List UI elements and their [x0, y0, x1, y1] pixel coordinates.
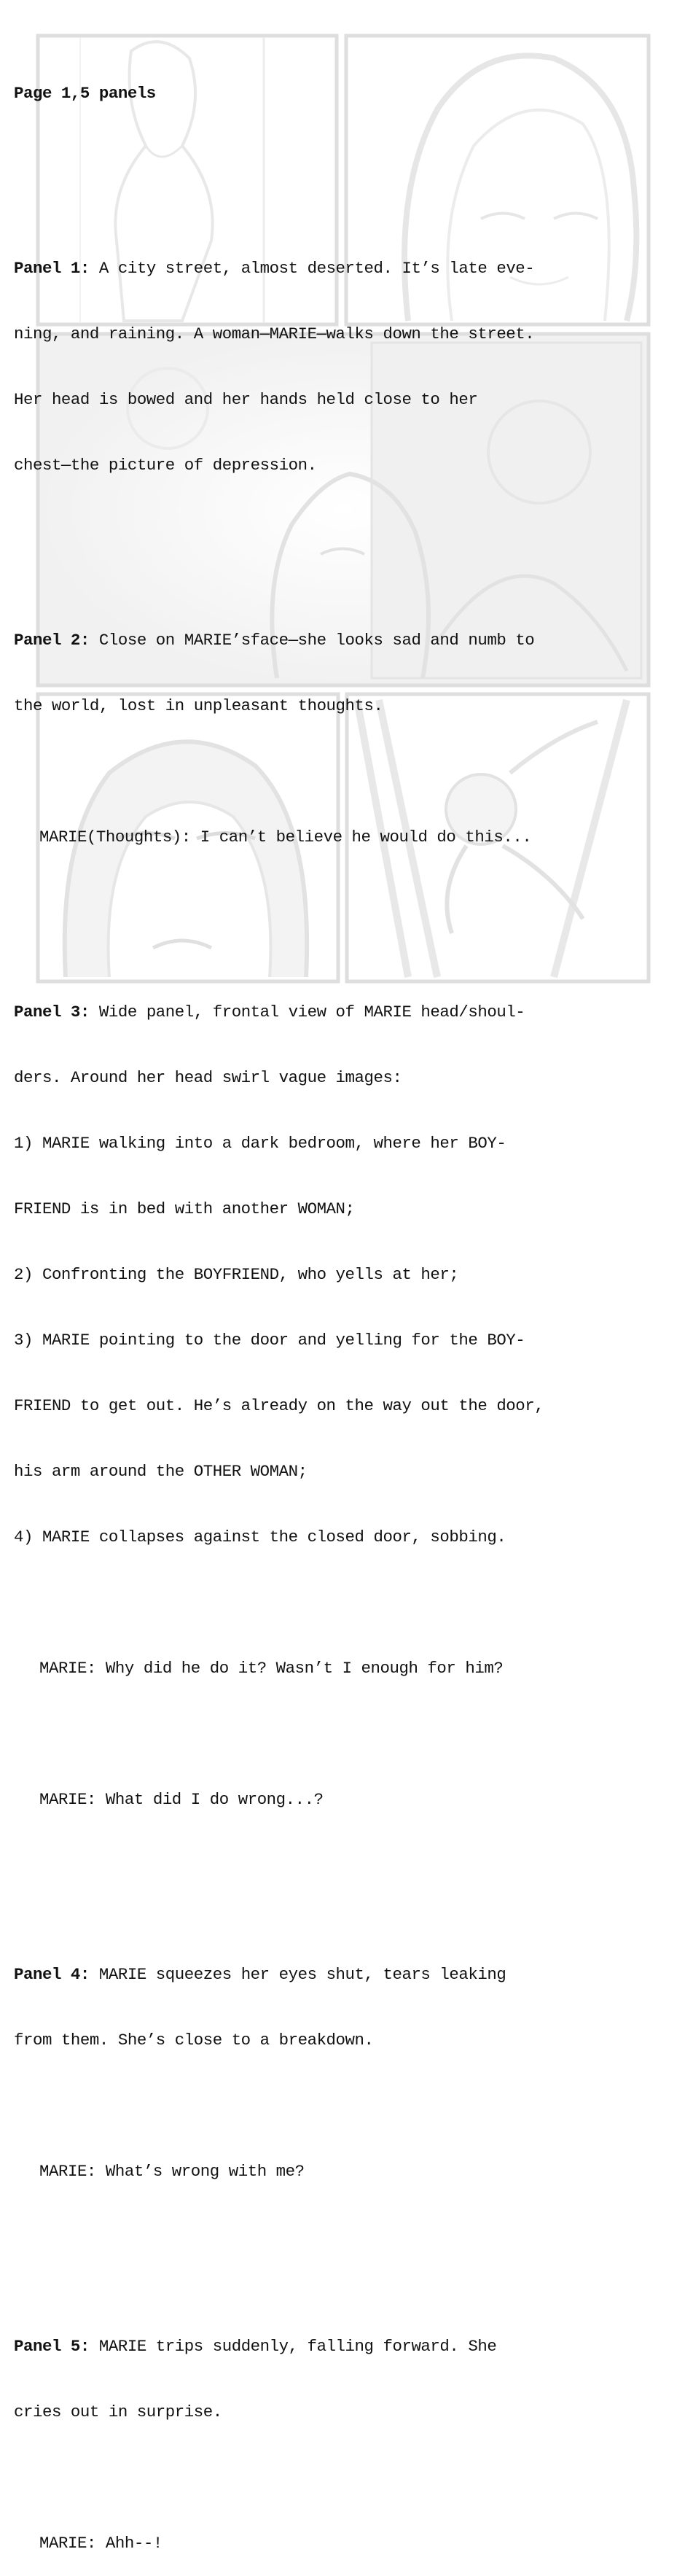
spacer — [14, 2467, 677, 2489]
panel-3-dialogue: MARIE: Why did he do it? Wasn’t I enough for him? — [39, 1659, 504, 1678]
panel-4-label: Panel 4: — [14, 1965, 90, 1984]
panel-1-description-line: chest—the picture of depression. — [14, 456, 317, 475]
panel-1-description-line: Panel 1: A city street, almost deserted. It’s late eve- — [14, 259, 535, 278]
panel-3-description-line: FRIEND is in bed with another WOMAN; — [14, 1199, 355, 1218]
panel-3-description-line: 4) MARIE collapses against the closed door, sobbing. — [14, 1528, 506, 1546]
panel-5-description-line: Panel 5: MARIE trips suddenly, falling forward. She — [14, 2337, 497, 2356]
panel-5-description-line: cries out in surprise. — [14, 2402, 222, 2421]
spacer — [14, 520, 677, 542]
panel-1-label: Panel 1: — [14, 259, 90, 278]
spacer — [14, 148, 677, 170]
spacer — [14, 760, 677, 782]
spacer — [14, 892, 677, 914]
panel-4-dialogue: MARIE: What’s wrong with me? — [39, 2162, 305, 2181]
script-text — [14, 39, 677, 2576]
panel-3-description-line: 3) MARIE pointing to the door and yelling for the BOY- — [14, 1331, 525, 1350]
panel-4-description-line: Panel 4: MARIE squeezes her eyes shut, tears leaking — [14, 1965, 506, 1984]
panel-1-description-line: ning, and raining. A woman—MARIE—walks down the street. — [14, 324, 535, 343]
panel-2-label: Panel 2: — [14, 631, 90, 650]
panel-3-dialogue: MARIE: What did I do wrong...? — [39, 1790, 324, 1809]
panel-5-label: Panel 5: — [14, 2337, 90, 2356]
panel-3-description-line: 2) Confronting the BOYFRIEND, who yells at her; — [14, 1265, 459, 1284]
panel-3-label: Panel 3: — [14, 1003, 90, 1022]
panel-3-description-line: Panel 3: Wide panel, frontal view of MARIE head/shoul- — [14, 1003, 525, 1022]
panel-4-description-line: from them. She’s close to a breakdown. — [14, 2031, 374, 2050]
panel-2-dialogue: MARIE(Thoughts): I can’t believe he would do this... — [39, 828, 532, 847]
panel-3-description-line: ders. Around her head swirl vague images: — [14, 1068, 402, 1087]
spacer — [14, 1723, 677, 1745]
spacer — [14, 2226, 677, 2248]
panel-3-description-line: FRIEND to get out. He’s already on the way out the door, — [14, 1396, 544, 1415]
panel-3-description-line: his arm around the OTHER WOMAN; — [14, 1462, 308, 1481]
panel-2-description-line: the world, lost in unpleasant thoughts. — [14, 696, 383, 715]
spacer — [14, 1592, 677, 1614]
panel-1-description-line: Her head is bowed and her hands held close to her — [14, 390, 478, 409]
panel-3-description-line: 1) MARIE walking into a dark bedroom, where her BOY- — [14, 1134, 506, 1153]
spacer — [14, 2095, 677, 2117]
spacer — [14, 1854, 677, 1876]
panel-2-description-line: Panel 2: Close on MARIE’sface—she looks sad and numb to — [14, 631, 535, 650]
panel-5-dialogue: MARIE: Ahh--! — [39, 2534, 163, 2553]
page-header: Page 1,5 panels — [14, 84, 156, 103]
